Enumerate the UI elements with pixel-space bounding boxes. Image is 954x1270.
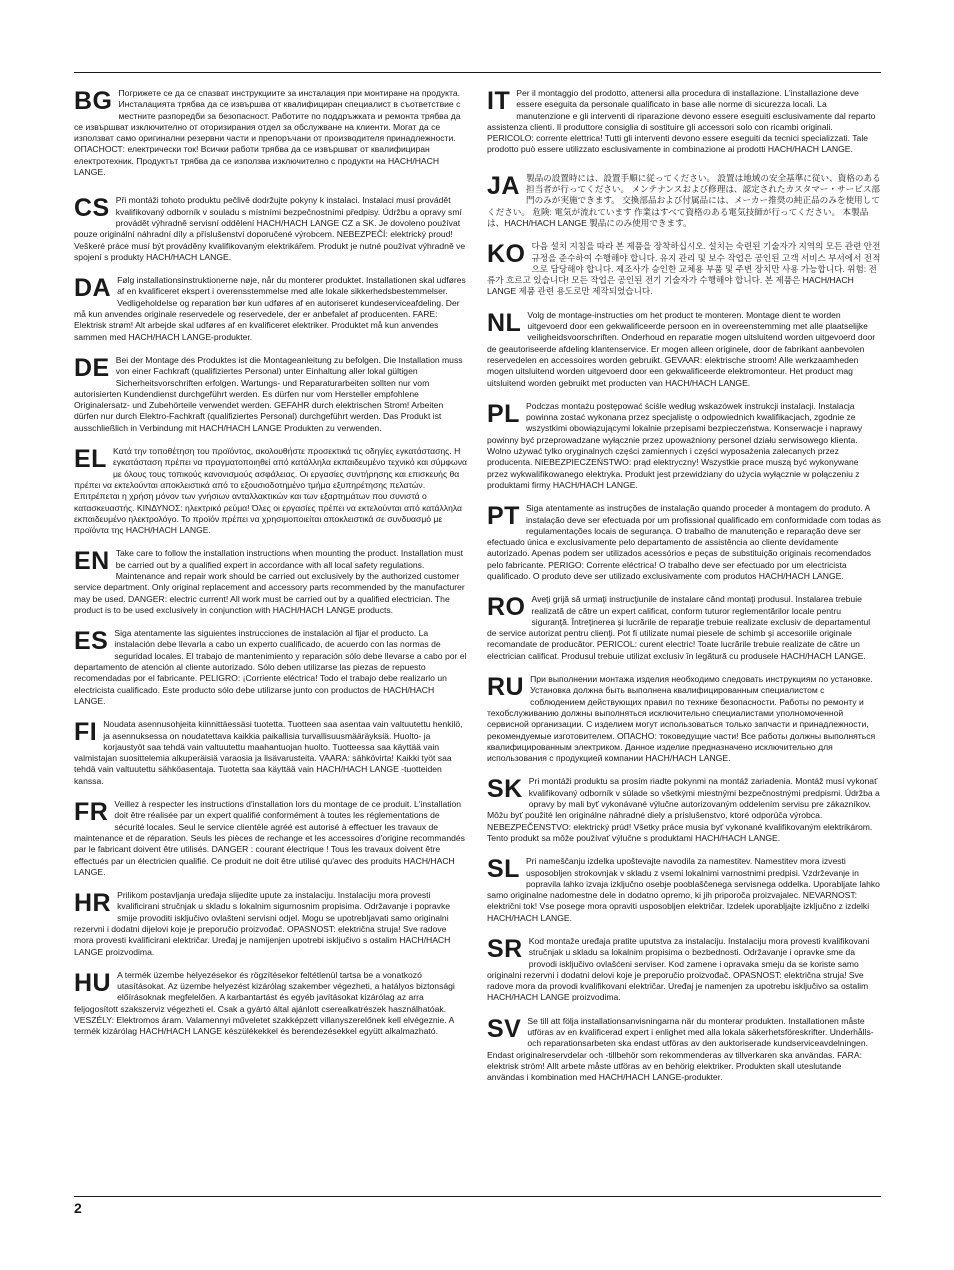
language-code: SR bbox=[487, 935, 523, 963]
section-ru bbox=[487, 674, 881, 764]
section-de bbox=[74, 355, 468, 434]
safety-text: Bei der Montage des Produktes ist die Montageanleitung zu befolgen. Die Installation muss von einer Fachkraft (qualifiziertes Personal) unter Einhaltung aller lokal gültigen Sicherheitsvorschriften erfolgen. Wartungs- und Reparaturarbeiten sollten nur vom autorisierten Kundendienst durchgeführt werden. Es dürfen nur vom Hersteller empfohlene Originalersatz- und Zubehörteile verwendet werden. GEFAHR durch elektrischen Strom! Arbeiten dürfen nur durch Elektro-Fachkraft (qualifiziertes Personal) durchgeführt werden. Das Produkt ist ausschließlich in Verbindung mit HACH/HACH LANGE Produkten zu verwenden. bbox=[74, 354, 463, 433]
safety-text: Pri nameščanju izdelka upoštevajte navodila za namestitev. Namestitev mora izvesti usposobljen strokovnjak v skladu z vsemi lokalnimi varnostnimi predpisi. Vzdrževanje in popravila lahko izvaja izključno osebje pooblaščenega servisnega oddelka. Uporabljate lahko samo originalne nadomestne dele in dodatno opremo, ki jih priporoča proizvajalec. NEVARNOST: električni tok! Vse posege mora opraviti usposobljen električar. Izdelek uporabljajte izključno z izdelki HACH/HACH LANGE. bbox=[487, 856, 880, 923]
section-ko bbox=[487, 241, 881, 297]
section-sr bbox=[487, 936, 881, 1004]
safety-text: 製品の設置時には、設置手順に従ってください。 設置は地域の安全基準に従い、資格のある担当者が行ってください。 メンテナンスおよび修理は、認定されたカスタマー・サービス部門のみが実施できます。 交換部品および付属品には、メーカー推奨の純正品のみを使用してください。 危険: 電気が流れています 作業はすべて資格のある電気技師が行ってください。 本製品は、HACH/HACH LANGE 製品にのみ使用できます。 bbox=[487, 172, 881, 228]
section-nl bbox=[487, 310, 881, 389]
safety-text: Погрижете се да се спазват инструкциите за инсталация при монтиране на продукта. Инсталацията трябва да се извършва от квалифициран специалист в съответствие с местните разпоредби за безопасност. Работите по поддръжката и ремонта трябва да се извършват изключително от оторизирания отдел за обслужване на клиенти. Могат да се използват само оригинални резервни части и препоръчани от производителя принадлежности. ОПАСНОСТ: електрически ток! Всички работи трябва да се извършват от квалифициран електротехник. Продуктът трябва да се използва изключително с продукти на HACH/HACH LANGE. bbox=[74, 88, 461, 178]
section-el bbox=[74, 446, 468, 536]
language-code: SL bbox=[487, 855, 520, 884]
section-sk bbox=[487, 776, 881, 844]
language-code: SK bbox=[487, 775, 523, 804]
section-fr bbox=[74, 799, 468, 878]
language-code: DA bbox=[74, 274, 112, 303]
safety-text: Κατά την τοποθέτηση του προϊόντος, ακολουθήστε προσεκτικά τις οδηγίες εγκατάστασης. Η εγκατάσταση πρέπει να πραγματοποιηθεί από κατάλληλα εκπαιδευμένο τεχνικό και σύμφωνα με όλους τους τοπικούς κανονισμούς ασφάλειας. Οι εργασίες συντήρησης και επισκευής θα πρέπει να εκτελούνται αποκλειστικά από το εξουσιοδοτημένο τμήμα εξυπηρέτησης πελατών. Επιτρέπεται η χρήση μόνον των γνήσιων ανταλλακτικών και των εξαρτημάτων που συνιστά ο κατασκευαστής. ΚΙΝΔΥΝΟΣ: ηλεκτρικό ρεύμα! Όλες οι εργασίες πρέπει να εκτελούνται από κατάλληλα εκπαιδευμένο ηλεκτρολόγο. Το προϊόν πρέπει να χρησιμοποιείται αποκλειστικά σε συνδυασμό με προϊόντα της HACH/HACH LANGE. bbox=[74, 446, 467, 536]
language-code: FI bbox=[74, 718, 98, 747]
section-en bbox=[74, 548, 468, 616]
language-code: HU bbox=[74, 968, 112, 997]
language-code: RU bbox=[487, 673, 525, 702]
language-code: PL bbox=[487, 399, 520, 428]
safety-text: Siga atentamente as instruções de instalação quando proceder à montagem do produto. A instalação deve ser efectuada por um profissional qualificado em conformidade com todas as regulamentações locais de segurança. O trabalho de manutenção e reparação deve ser efectuado única e exclusivamente pelo departamento de assistência ao cliente devidamente autorizado. Apenas podem ser utilizados acessórios e peças de substituição originais recomendados pelo fabricante. PERIGO: Corrente eléctrica! O trabalho deve ser efectuado por um electricista qualificado. O produto deve ser utilizado exclusivamente com produtos HACH/HACH LANGE. bbox=[487, 503, 881, 581]
section-sv bbox=[487, 1016, 881, 1084]
section-ja bbox=[487, 173, 881, 229]
section-sl bbox=[487, 856, 881, 924]
language-code: PT bbox=[487, 502, 520, 531]
language-code: HR bbox=[74, 889, 112, 918]
section-da bbox=[74, 275, 468, 343]
safety-text: Při montáži tohoto produktu pečlivě dodržujte pokyny k instalaci. Instalaci musí provádět kvalifikovaný odborník v souladu s místními bezpečnostními předpisy. Údržbu a opravy smí provádět výhradně servisní oddělení HACH/HACH LANGE CZ a SK. Je dovoleno používat pouze originální náhradní díly a příslušenství doporučené výrobcem. NEBEZPEČÍ: elektrický proud! Veškeré práce musí být prováděny kvalifikovaným elektrikářem. Produkt je nutné používat výhradně ve spojení s produkty HACH/HACH LANGE. bbox=[74, 195, 466, 262]
safety-text: Take care to follow the installation instructions when mounting the product. Installation must be carried out by a qualified expert in accordance with all local safety regulations. Maintenance and repair work should be carried out exclusively by the authorized customer service department. Only original replacement and accessory parts recommended by the manufacturer may be used. DANGER: electric current! All work must be carried out by a qualified electrician. The product is to be used exclusively in conjunction with HACH/HACH LANGE products. bbox=[74, 548, 465, 615]
safety-text: 다음 설치 지침을 따라 본 제품을 장착하십시오. 설치는 숙련된 기술자가 지역의 모든 관련 안전 규정을 준수하여 수행해야 합니다. 유지 관리 및 보수 작업은 공인된 고객 서비스 부서에서 전적으로 담당해야 합니다. 제조사가 승인한 교체용 부품 및 주변 장치만 사용 가능합니다. 위험: 전류가 흐르고 있습니다! 모든 작업은 공인된 전기 기술자가 수행해야 합니다. 본 제품은 HACH/HACH LANGE 제품 관련 용도로만 제작되었습니다. bbox=[487, 241, 881, 297]
language-code: EN bbox=[74, 547, 110, 576]
language-code: NL bbox=[487, 308, 522, 337]
language-code: CS bbox=[74, 194, 110, 223]
language-code: BG bbox=[74, 87, 113, 115]
safety-text: Siga atentamente las siguientes instrucciones de instalación al fijar el producto. La instalación debe llevarla a cabo un experto cualificado, de acuerdo con las normas de seguridad locales. El trabajo de mantenimiento y reparación sólo debe llevarse a cabo por el departamento de atención al cliente autorizado. Sólo deben utilizarse las piezas de repuesto recomendadas por el fabricante. PELIGRO: ¡Corriente eléctrica! Todo el trabajo debe realizarlo un electricista cualificado. Este producto sólo debe utilizarse junto con productos de HACH/HACH LANGE. bbox=[74, 628, 467, 706]
safety-text: При выполнении монтажа изделия необходимо следовать инструкциям по установке. Установка должна быть выполнена квалифицированным специалистом с соблюдением действующих правил по технике безопасности. Работы по ремонту и техобслуживанию должны выполняться исключительно специалистами уполномоченной сервисной организации. С изделием могут использоваться только запчасти и принадлежности, рекомендуемые изготовителем. ОПАСНО: токоведущие части! Все работы должны выполняться квалифицированным электриком. Данное изделие предназначено исключительно для использования с продукцией компании HACH/HACH LANGE. bbox=[487, 674, 876, 764]
section-cs bbox=[74, 195, 468, 263]
section-ro bbox=[487, 594, 881, 662]
safety-text: Se till att följa installationsanvisningarna när du monterar produkten. Installationen måste utföras av en kvalificerad expert i enlighet med alla lokala säkerhetsföreskrifter. Underhålls- och reparationsarbeten ska endast utföras av den auktoriserade kundserviceavdelningen. Endast originalreservdelar och -tillbehör som rekommenderas av tillverkaren ska användas. FARA: elektrisk ström! Allt arbete måste utföras av en behörig elektriker. Produkten skall uteslutande användas i kombination med HACH/HACH LANGE-produkter. bbox=[487, 1015, 874, 1083]
safety-text: Noudata asennusohjeita kiinnittäessäsi tuotetta. Tuotteen saa asentaa vain valtuutettu henkilö, ja asennuksessa on noudatettava kaikkia paikallisia turvallisuusmääräyksiä. Huolto- ja korjaustyöt saa tehdä vain valtuutettu maahantuojan huolto. Tuotteessa saa käyttää vain valmistajan suosittelemia alkuperäisiä varaosia ja lisävarusteita. VAARA: sähkövirta! Kaikki työt saa tehdä vain valtuutettu sähköasentaja. Tuotetta saa käyttää vain HACH/HACH LANGE -tuotteiden kanssa. bbox=[74, 719, 463, 786]
safety-text: Podczas montażu postępować ściśle według wskazówek instrukcji instalacji. Instalacja powinna zostać wykonana przez specjalistę o odpowiednich kwalifikacjach, zgodnie ze wszystkimi obowiązującymi lokalnie przepisami bezpieczeństwa. Konserwacje i naprawy powinny być przeprowadzane wyłącznie przez upoważniony personel działu serwisowego klienta. Wolno używać tylko oryginalnych części zamiennych i części wyposażenia zalecanych przez producenta. NIEBEZPIECZEŃSTWO: prąd elektryczny! Wszystkie prace muszą być wykonywane przez wykwalifikowanego elektryka. Produkt jest przewidziany do użycia wyłącznie w połączeniu z produktami firmy HACH/HACH LANGE. bbox=[487, 400, 863, 490]
section-bg bbox=[74, 88, 468, 178]
safety-text: Volg de montage-instructies om het product te monteren. Montage dient te worden uitgevoerd door een gekwalificeerde persoon en in overeenstemming met alle plaatselijke veiligheidsvoorschriften. Onderhoud en reparatie mogen uitsluitend worden uitgevoerd door de geautoriseerde afdeling klantenservice. Er mogen alleen originele, door de fabrikant aanbevolen reservedelen en accessoires worden gebruikt. GEVAAR: elektrische stroom! Alle werkzaamheden mogen uitsluitend worden uitgevoerd door een gekwalificeerde elektromonteur. Het product mag uitsluitend worden gebruikt met producten van HACH/HACH LANGE. bbox=[487, 309, 876, 388]
page-number: 2 bbox=[74, 1200, 82, 1216]
language-code: DE bbox=[74, 353, 110, 382]
right-column bbox=[487, 88, 881, 1084]
section-hu bbox=[74, 970, 468, 1038]
safety-text: Aveţi grijă să urmaţi instrucţiunile de instalare când montaţi produsul. Instalarea trebuie realizată de către un expert calificat, conform tuturor reglementărilor locale pentru siguranţă. Întreţinerea şi lucrările de reparaţie trebuie realizate exclusiv de departamentul de service autorizat pentru clienţi. Pot fi utilizate numai piesele de schimb şi accesoriile originale recomandate de producător. PERICOL: curent electric! Toate lucrările trebuie realizate de către un electrician calificat. Produsul trebuie utilizat exclusiv în legătură cu produsele HACH/HACH LANGE. bbox=[487, 594, 871, 661]
section-pt bbox=[487, 503, 881, 582]
language-code: RO bbox=[487, 593, 526, 622]
language-code: EL bbox=[74, 445, 107, 474]
safety-text: Veillez à respecter les instructions d'installation lors du montage de ce produit. L'installation doit être réalisée par un expert qualifié conformément à toutes les réglementations de sécurité locales. Seul le service clientèle agréé est autorisé à effectuer les travaux de maintenance et de réparation. Seuls les pièces de rechange et les accessoires d'origine recommandés par le fabricant doivent être utilisés. DANGER : courant électrique ! Tous les travaux doivent être effectués par un électricien qualifié. Ce produit ne doit être utilisé qu'avec des produits HACH/HACH LANGE. bbox=[74, 799, 465, 877]
safety-text: Kod montaže uređaja pratite uputstva za instalaciju. Instalaciju mora provesti kvalifikovani stručnjak u skladu sa lokalnim propisima o bezbednosti. Održavanje i opravke sme da provodi isključivo ovlašćeni serviser. Kod zamene i opravaka smeju da se koriste samo originalni rezervni i dodatni delovi koje je preporučio proizvođač. OPASNOST: električna struja! Sve radove mora da provodi kvalifikovani električar. Uređaj je namenjen za upotrebu isključivo sa ostalim HACH/HACH LANGE proizvodima. bbox=[487, 936, 870, 1003]
safety-text: Pri montáži produktu sa prosím riadte pokynmi na montáž zariadenia. Montáž musí vykonať kvalifikovaný odborník v súlade so všetkými miestnými bezpečnostnými predpismi. Údržba a opravy by mali byť vykonávané výlučne autorizovaným oddelením servisu pre zákazníkov. Môžu byť použité len originálne náhradné diely a príslušenstvo, ktoré odporúča výrobca. NEBEZPEČENSTVO: elektrický prúd! Všetky práce musia byť vykonané kvalifikovaným elektrikárom. Tento produkt sa môže používať výlučne s produktami HACH/HACH LANGE. bbox=[487, 776, 880, 843]
language-code: JA bbox=[487, 171, 520, 200]
language-code: FR bbox=[74, 798, 109, 827]
section-fi bbox=[74, 719, 468, 787]
safety-text: A termék üzembe helyezésekor és rögzítésekor feltétlenül tartsa be a vonatkozó utasításokat. Az üzembe helyezést kizárólag szakember végezheti, a hatályos biztonsági előírásoknak megfelelően. A karbantartást és egyéb javításokat kizárólag az arra feljogosított szakszerviz végezheti el. Csak a gyártó által ajánlott cserealkatrészek használhatóak. VESZÉLY: Elektromos áram. Valamennyi műveletet szakképzett villanyszerelőnek kell elvégeznie. A termék kizárólag HACH/HACH LANGE készülékekkel és berendezésekkel együtt alkalmazható. bbox=[74, 969, 455, 1037]
safety-text: Prilikom postavljanja uređaja slijedite upute za instalaciju. Instalaciju mora provesti kvalificirani stručnjak u skladu s lokalnim sigurnosnim propisima. Održavanje i popravke smije provoditi isključivo ovlašteni servisni odjel. Mogu se upotrebljavati samo originalni rezervni i dodatni dijelovi koje je preporučio proizvođač. OPASNOST: električna struja! Sve radove mora provesti kvalificirani električar. Uređaj je namijenjen upotrebi isključivo s ostalim HACH/HACH LANGE proizvodima. bbox=[74, 890, 451, 957]
language-code: ES bbox=[74, 627, 109, 656]
section-hr bbox=[74, 890, 468, 958]
safety-text: Per il montaggio del prodotto, attenersi alla procedura di installazione. L'installazione deve essere eseguita da personale qualificato in base alle norme di sicurezza locali. La manutenzione e gli interventi di riparazione devono essere eseguiti esclusivamente dal reparto assistenza clienti. Il produttore consiglia di sostituire gli accessori solo con ricambi originali. PERICOLO: corrente elettrica! Tutti gli interventi devono essere eseguiti da tecnici specializzati. Tale prodotto può essere utilizzato esclusivamente in combinazione ai prodotti HACH/HACH LANGE. bbox=[487, 88, 876, 155]
language-code: IT bbox=[487, 87, 511, 115]
section-es bbox=[74, 628, 468, 707]
safety-text: Følg installationsinstruktionerne nøje, når du monterer produktet. Installationen skal udføres af en kvalificeret ekspert i overensstemmelse med alle lokale sikkerhedsbestemmelser. Vedligeholdelse og reparation bør kun udføres af en autoriseret kundeserviceafdeling. Der må kun anvendes originale reservedele og reservedele, der er anbefalet af producenten. FARE: Elektrisk strøm! Alt arbejde skal udføres af en kvalificeret elektriker. Produktet må kun anvendes sammen med HACH/HACH LANGE-produkter. bbox=[74, 275, 466, 342]
language-code: SV bbox=[487, 1014, 522, 1043]
section-it bbox=[487, 88, 881, 156]
bottom-rule bbox=[74, 1196, 881, 1197]
left-column bbox=[74, 88, 468, 1038]
top-rule bbox=[74, 72, 881, 73]
language-code: KO bbox=[487, 240, 526, 269]
section-pl bbox=[487, 401, 881, 491]
